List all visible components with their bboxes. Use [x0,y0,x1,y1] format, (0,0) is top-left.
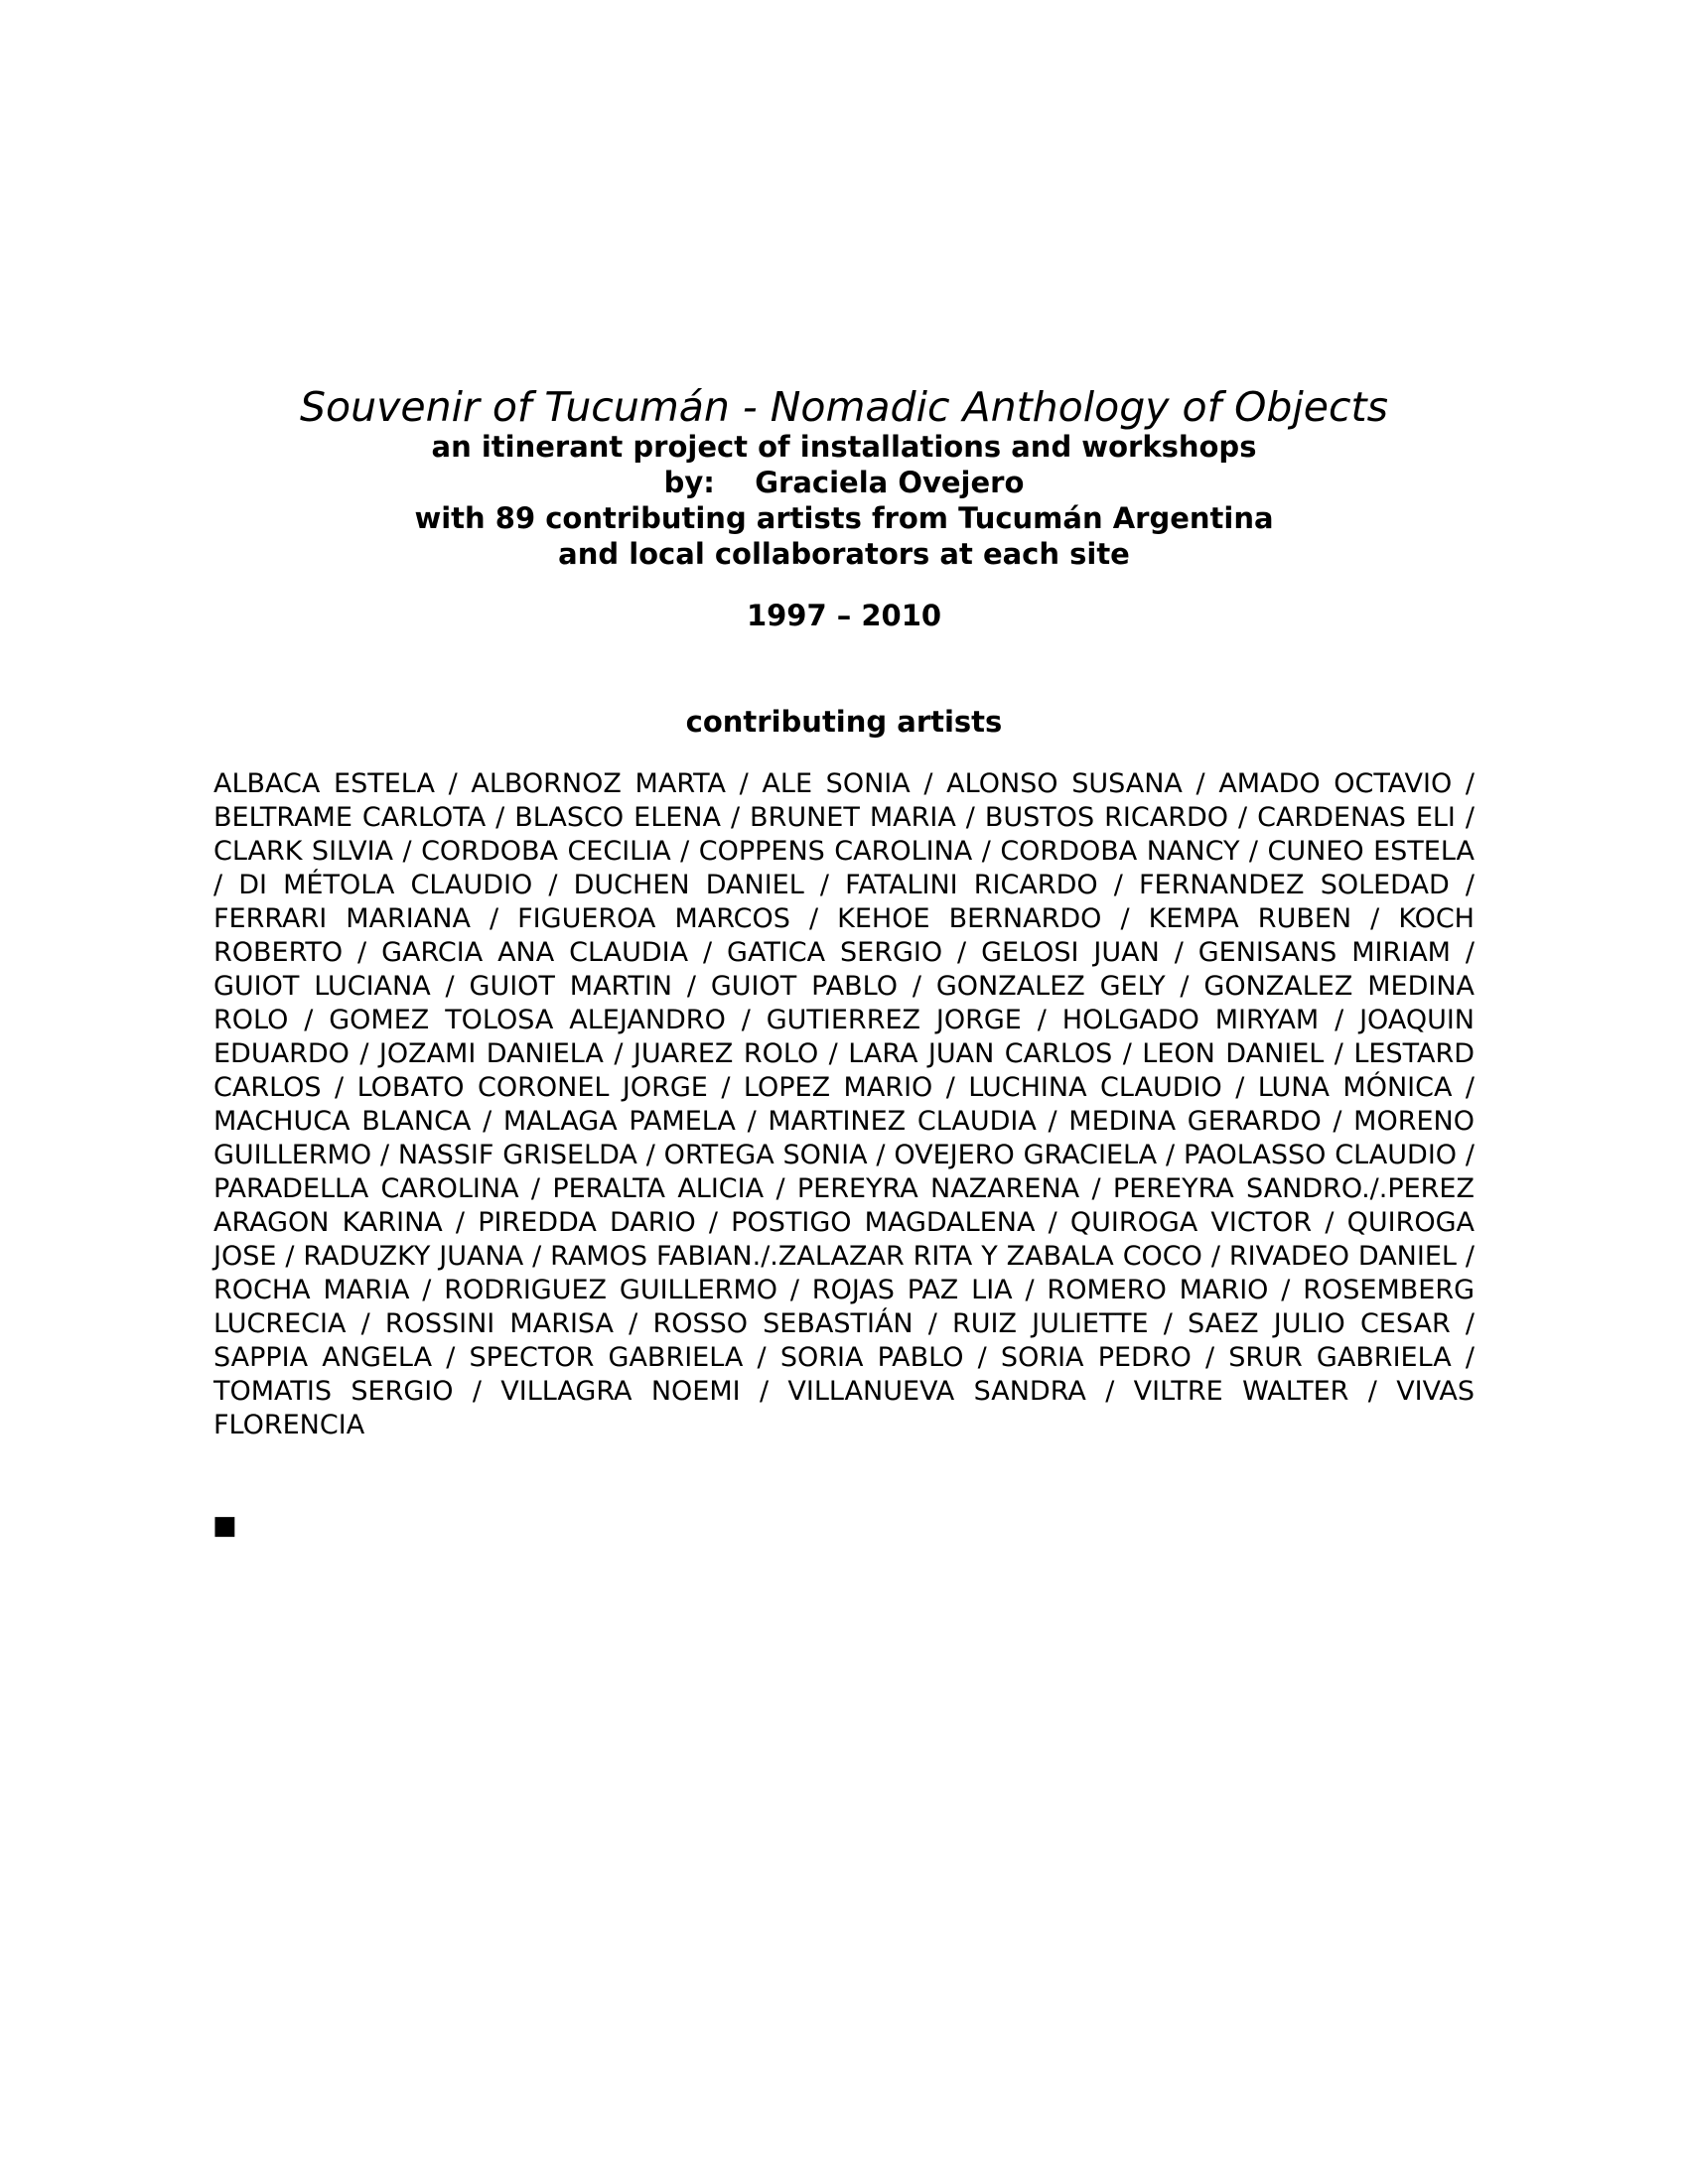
section-heading: contributing artists [685,705,1003,739]
document-header [213,385,1475,740]
byline: by: Graciela Ovejero [663,466,1025,499]
credit-line-1: with 89 contributing artists from Tucumán Argentina [414,501,1274,535]
contributing-artists-list: ALBACA ESTELA / ALBORNOZ MARTA / ALE SONIA / ALONSO SUSANA / AMADO OCTAVIO / BELTRAME CARLOTA / BLASCO ELENA / BRUNET MARIA / BUSTOS RICARDO / CARDENAS ELI / CLARK SILVIA / CORDOBA CECILIA / COPPENS CAROLINA / CORDOBA NANCY / CUNEO ESTELA / DI MÉTOLA CLAUDIO / DUCHEN DANIEL / FATALINI RICARDO / FERNANDEZ SOLEDAD / FERRARI MARIANA / FIGUEROA MARCOS / KEHOE BERNARDO / KEMPA RUBEN / KOCH ROBERTO / GARCIA ANA CLAUDIA / GATICA SERGIO / GELOSI JUAN / GENISANS MIRIAM / GUIOT LUCIANA / GUIOT MARTIN / GUIOT PABLO / GONZALEZ GELY / GONZALEZ MEDINA ROLO / GOMEZ TOLOSA ALEJANDRO / GUTIERREZ JORGE / HOLGADO MIRYAM / JOAQUIN EDUARDO / JOZAMI DANIELA / JUAREZ ROLO / LARA JUAN CARLOS / LEON DANIEL / LESTARD CARLOS / LOBATO CORONEL JORGE / LOPEZ MARIO / LUCHINA CLAUDIO / LUNA MÓNICA / MACHUCA BLANCA / MALAGA PAMELA / MARTINEZ CLAUDIA / MEDINA GERARDO / MORENO GUILLERMO / NASSIF GRISELDA / ORTEGA SONIA / OVEJERO GRACIELA / PAOLASSO CLAUDIO / PARADELLA CAROLINA / PERALTA ALICIA / PEREYRA NAZARENA / PEREYRA SANDRO./.PEREZ ARAGON KARINA / PIREDDA DARIO / POSTIGO MAGDALENA / QUIROGA VICTOR / QUIROGA JOSE / RADUZKY JUANA / RAMOS FABIAN./.ZALAZAR RITA Y ZABALA COCO / RIVADEO DANIEL / ROCHA MARIA / RODRIGUEZ GUILLERMO / ROJAS PAZ LIA / ROMERO MARIO / ROSEMBERG LUCRECIA / ROSSINI MARISA / ROSSO SEBASTIÁN / RUIZ JULIETTE / SAEZ JULIO CESAR / SAPPIA ANGELA / SPECTOR GABRIELA / SORIA PABLO / SORIA PEDRO / SRUR GABRIELA / TOMATIS SERGIO / VILLAGRA NOEMI / VILLANUEVA SANDRA / VILTRE WALTER / VIVAS FLORENCIA [213,768,1475,1440]
end-marker-square: ■ [212,1511,237,1541]
credit-line-2: and local collaborators at each site [558,537,1130,571]
subtitle: an itinerant project of installations and workshops [431,430,1257,464]
page-title: Souvenir of Tucumán - Nomadic Anthology of Objects [300,383,1388,431]
blank-line [213,572,1475,598]
date-range: 1997 – 2010 [746,599,942,632]
blank-lines [213,633,1475,704]
